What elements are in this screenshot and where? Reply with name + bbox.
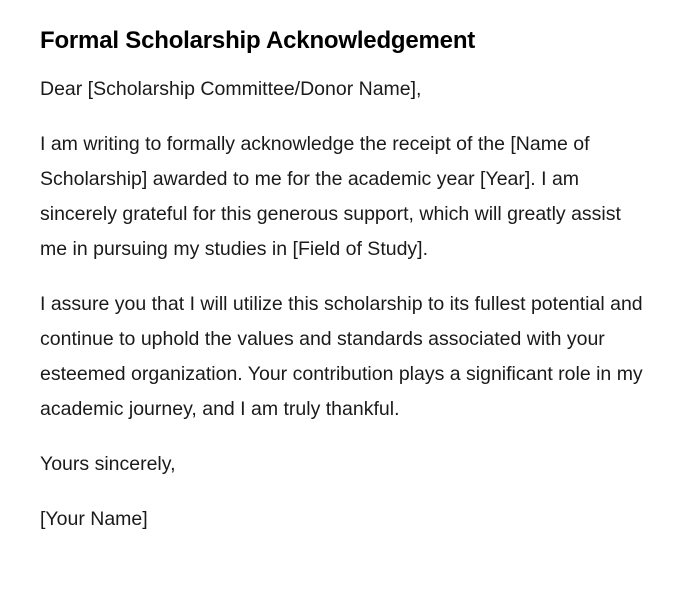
body-paragraph-2: I assure you that I will utilize this scholarship to its fullest potential and continue to uphold the values and standards associated with your esteemed organization. Your contribution plays a significant role in my academic journey, and I am truly thankful. <box>40 293 643 420</box>
salutation: Dear [Scholarship Committee/Donor Name], <box>40 78 422 100</box>
closing: Yours sincerely, <box>40 453 176 475</box>
document-title: Formal Scholarship Acknowledgement <box>40 27 476 54</box>
body-paragraph-1: I am writing to formally acknowledge the receipt of the [Name of Scholarship] awarded to me for the academic year [Year]. I am sincerely grateful for this generous support, which will greatly assist me in pursuing my studies in [Field of Study]. <box>40 133 621 260</box>
letter-document <box>40 24 650 537</box>
signature: [Your Name] <box>40 508 148 530</box>
